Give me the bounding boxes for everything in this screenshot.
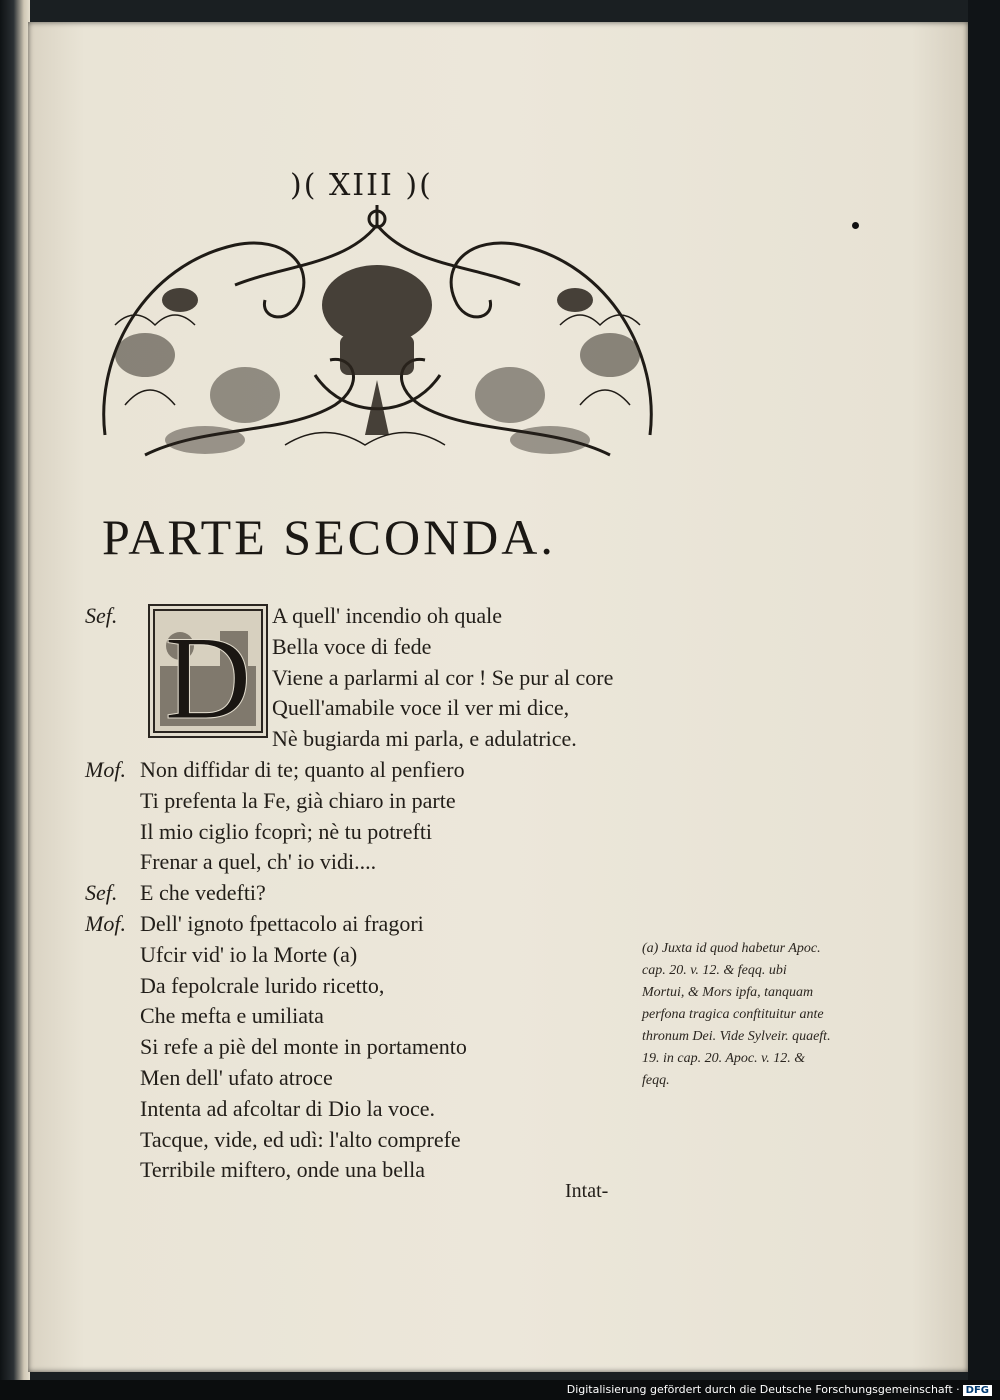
book-spine-edge (0, 0, 30, 1400)
verse-line: Da fepolcrale lurido ricetto, (140, 972, 385, 998)
ink-spot (852, 222, 859, 229)
decorated-initial (148, 604, 268, 738)
verse-line: Men dell' ufato atroce (140, 1065, 333, 1090)
svg-text:D: D (164, 611, 252, 738)
verse-line: Che mefta e umiliata (140, 1003, 324, 1029)
catchword: Intat- (565, 1180, 609, 1202)
verse-line: Il mio ciglio fcoprì; nè tu potrefti (140, 818, 433, 844)
speaker-label: Sef. (85, 603, 118, 628)
verse-line: Intenta ad afcoltar di Dio la voce. (140, 1095, 436, 1121)
verse-line: Quell'amabile voce il ver mi dice, (272, 695, 570, 721)
footnote: (a) Juxta id quod habetur Apoc. cap. 20. v. 12. & feqq. ubi Mortui, & Mors ipfa, tanquam perfona tragica conftituitur ante thronum Dei. Vide Sylveir. quaeft. 19. in cap. 20. Apoc. v. 12. & feqq. (642, 941, 831, 1088)
verse-line: Ufcir vid' io la Morte (a) (140, 941, 358, 967)
section-title: PARTE SECONDA. (102, 509, 556, 565)
speaker-label: Mof. (85, 911, 126, 936)
digitization-credit (567, 1383, 992, 1396)
verse-line: Terribile miftero, onde una bella (140, 1157, 425, 1183)
speaker-label: Sef. (85, 880, 118, 906)
credit-text: Digitalisierung gefördert durch die Deutsche Forschungsgemeinschaft · (566, 1383, 960, 1396)
verse-line: Tacque, vide, ed udì: l'alto comprefe (140, 1126, 461, 1152)
verse-line: Bella voce di fede (272, 633, 432, 659)
dfg-logo: DFG (963, 1385, 992, 1396)
verse-line: Ti prefenta la Fe, già chiaro in parte (140, 787, 456, 813)
scan-background (968, 0, 1000, 1400)
verse-line: Si refe a piè del monte in portamento (140, 1034, 467, 1060)
verse-line: Frenar a quel, ch' io vidi.... (140, 849, 377, 875)
ornamental-vignette (85, 205, 670, 467)
page-number: )( XIII )( (290, 168, 433, 203)
verse-line: E che vedefti? (140, 880, 266, 906)
speaker-label: Mof. (85, 757, 126, 782)
verse-line: Nè bugiarda mi parla, e adulatrice. (272, 726, 577, 752)
verse-line: A quell' incendio oh quale (272, 603, 503, 628)
verse-line: Dell' ignoto fpettacolo ai fragori (140, 911, 424, 936)
verse-line: Non diffidar di te; quanto al penfiero (140, 757, 465, 782)
verse-line: Viene a parlarmi al cor ! Se pur al core (272, 664, 614, 690)
